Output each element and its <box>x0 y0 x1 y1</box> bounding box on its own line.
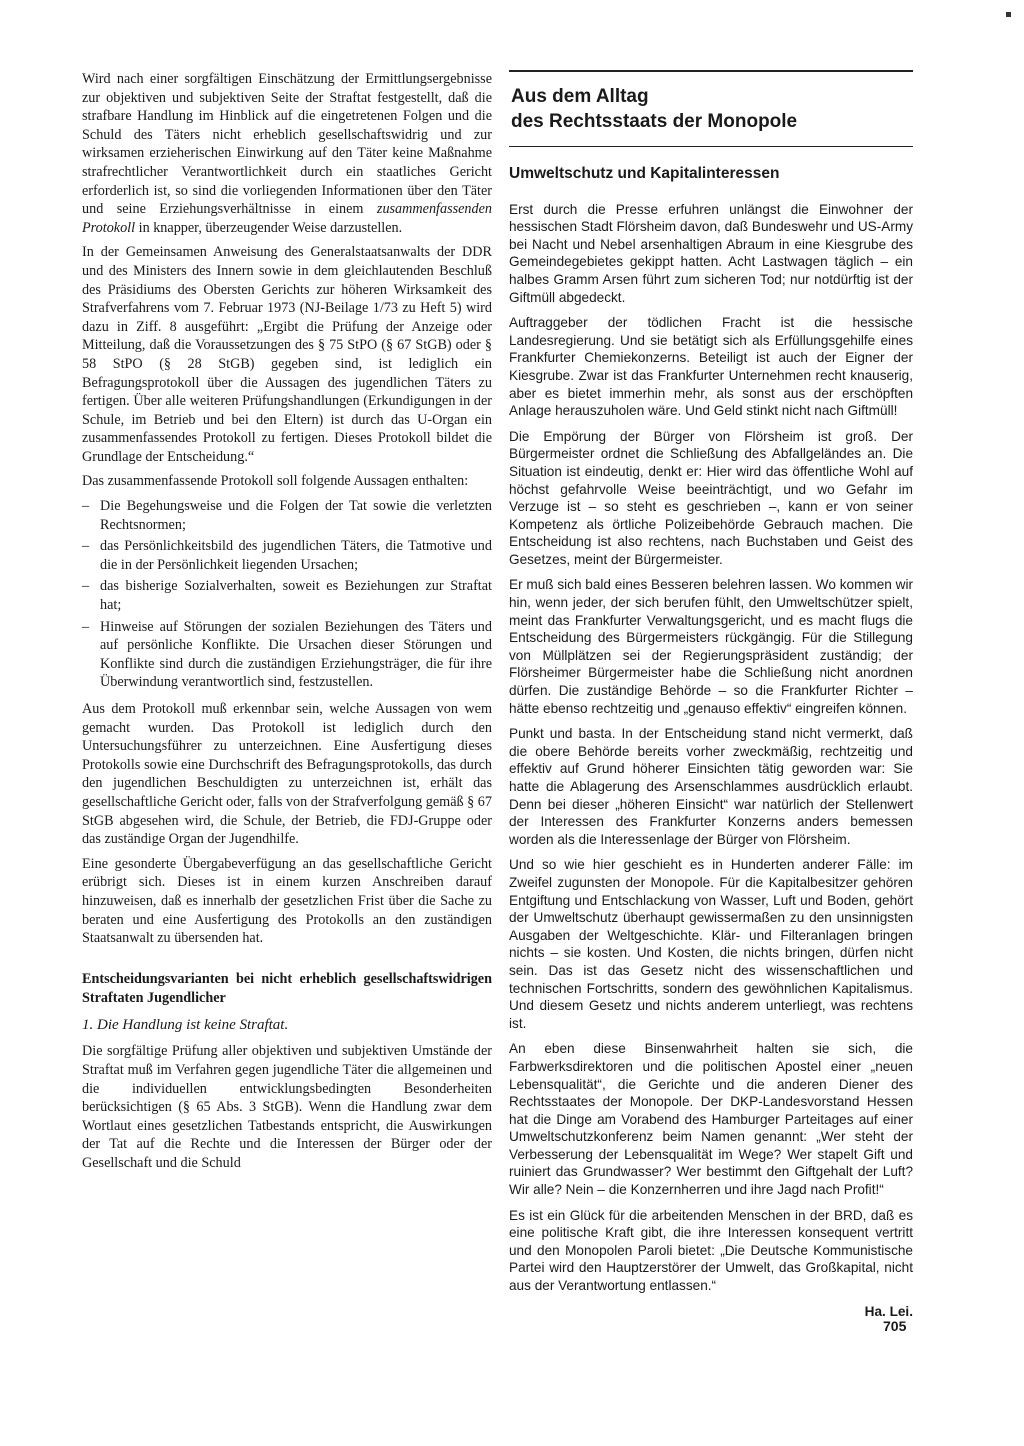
left-column <box>82 70 492 1178</box>
page-number: 705 <box>883 1318 907 1334</box>
section-heading: Entscheidungsvarianten bei nicht erheblich gesellschaftswidrigen Straftaten Jugendlicher <box>82 970 492 1006</box>
box-title-line2: des Rechtsstaats der Monopole <box>511 111 798 132</box>
article-subheading: Umweltschutz und Kapitalinteressen <box>509 165 780 182</box>
paragraph: Die sorgfältige Prüfung aller objektiven und subjektiven Umstände der Straftat muß im Verfahren gegen jugendliche Täter die allgemeinen und die individuellen entwicklungsbedingten Besonderheiten berücksichtigen (§ 65 Abs. 3 StGB). Wenn die Handlung zwar dem Wortlaut eines gesetzlichen Tatbestands entspricht, die Auswirkungen der Tat auf die Rechte und die Interessen der Bürger oder der Gesellschaft und die Schuld <box>82 1043 492 1171</box>
paragraph: Wird nach einer sorgfältigen Einschätzung der Ermittlungsergebnisse zur objektiven und subjektiven Seite der Straftat festgestellt, daß die strafbare Handlung im Hinblick auf die eingetretenen Folgen und die Schuld des Täters nicht erheblich gesellschaftswidrig und zur wirksamen erzieherischen Einwirkung auf den Täter keine Maßnahme strafrechtlicher Verantwortlichkeit durch ein staatliches Gericht erforderlich ist, so sind die vorliegenden Informationen über den Täter und seine Erziehungsverhältnisse in einem zusammenfassenden Protokoll in knapper, überzeugender Weise darzustellen. <box>82 71 492 236</box>
top-rule <box>509 70 913 72</box>
paragraph: Eine gesonderte Übergabeverfügung an das gesellschaftliche Gericht erübrigt sich. Dieses ist in einem kurzen Anschreiben darauf hinzuweisen, daß es innerhalb der gesetzlichen Frist über die Sache zu beraten und eine Ausfertigung des Protokolls an den zuständigen Staatsanwalt zu übersenden hat. <box>82 855 492 947</box>
paragraph: Punkt und basta. In der Entscheidung stand nicht vermerkt, daß die obere Behörde bereits vorher zweckmäßig, rechtzeitig und effektiv auf Grund höherer Einsichten tätig geworden war: Sie hatte die Ablagerung des Arsenschlammes ausdrücklich erlaubt. Denn bei dieser „höheren Einsicht“ war natürlich der Stellenwert der Interessen des Frankfurter Konzerns anders bemessen worden als die Interessenlage der Bürger von Flörsheim. <box>509 726 913 847</box>
paragraph: Aus dem Protokoll muß erkennbar sein, welche Aussagen von wem gemacht wurden. Das Protokoll ist lediglich durch den Untersuchungsführer zu unterzeichnen. Eine Ausfertigung dieses Protokolls sowie eine Durchschrift des Befragungsprotokolls, das durch den jugendlichen Beschuldigten zu unterzeichnen ist, erhält das gesellschaftliche Gericht oder, falls von der Strafverfolgung gemäß § 67 StGB abgesehen wird, die Schule, der Betrieb, die FDJ-Gruppe oder das zuständige Organ der Jugendhilfe. <box>82 701 492 848</box>
author-signature: Ha. Lei. <box>864 1303 913 1319</box>
paragraph: Und so wie hier geschieht es in Hunderten anderer Fälle: im Zweifel zugunsten der Monopole. Für die Kapitalbesitzer gehören Entgiftung und Entschlackung von Wasser, Luft und Boden, gehört der Umweltschutz überhaupt gewissermaßen zu den unsinnigsten Ausgaben der Weltgeschichte. Klär- und Filteranlagen bringen nichts – sie kosten. Und Kosten, die nichts bringen, dürfen nicht sein. Das ist das Gesetz nicht des wissenschaftlichen und technischen Fortschritts, sondern des gewöhnlichen Kapitalismus. Und diesem Gesetz und nichts anderem unterliegt, was rechtens ist. <box>509 857 913 1031</box>
paragraph: Auftraggeber der tödlichen Fracht ist die hessische Landesregierung. Und sie betätigt sich als Erfüllungsgehilfe eines Frankfurter Chemiekonzerns. Beteiligt ist auch der Eigner der Kiesgrube. Zwar ist das Frankfurter Unternehmen recht knauserig, aber es bietet immerhin mehr, als sonst aus der erschöpften Anlage herauszuholen wäre. Und Geld stinkt nicht nach Giftmüll! <box>509 315 913 419</box>
protocol-contents-list <box>82 497 492 692</box>
right-column-box <box>509 70 913 1320</box>
paragraph: Das zusammenfassende Protokoll soll folgende Aussagen enthalten: <box>82 473 469 490</box>
box-title <box>511 84 913 134</box>
paragraph: Erst durch die Presse erfuhren unlängst die Einwohner der hessischen Stadt Flörsheim davon, daß Bundeswehr und US-Army bei Nacht und Nebel arsenhaltigen Abraum in eine Kiesgrube des Gemeindegebietes gekippt hatten. Acht Lastwagen täglich – ein halbes Gramm Arsen führt zum sicheren Tod; nur notdürftig ist der Giftmüll abgedeckt. <box>509 201 913 305</box>
paragraph: In der Gemeinsamen Anweisung des Generalstaatsanwalts der DDR und des Ministers des Innern sowie in dem gleichlautenden Beschluß des Präsidiums des Obersten Gerichts zur höheren Wirksamkeit des Strafverfahrens vom 7. Februar 1973 (NJ-Beilage 1/73 zu Heft 5) wird dazu in Ziff. 8 ausgeführt: „Ergibt die Prüfung der Anzeige oder Mitteilung, daß die Voraussetzungen des § 75 StPO (§ 67 StGB) oder § 58 StPO (§ 28 StGB) gegeben sind, ist lediglich ein Befragungsprotokoll über die Aussagen des jugendlichen Täters zu fertigen. Über alle weiteren Prüfungshandlungen (Erkundigungen in der Schule, im Betrieb und bei den Eltern) ist durch das U-Organ ein zusammenfassendes Protokoll zu fertigen. Dieses Protokoll bildet die Grundlage der Entscheidung.“ <box>82 244 492 465</box>
scan-mark <box>1006 12 1011 17</box>
paragraph: Es ist ein Glück für die arbeitenden Menschen in der BRD, daß es eine politische Kraft gibt, die ihre Interessen konsequent vertritt und den Monopolen Paroli bietet: „Die Deutsche Kommunistische Partei wird den Hauptzerstörer der Umwelt, das Großkapital, nicht aus der Verantwortung entlassen.“ <box>509 1207 913 1294</box>
box-title-line1: Aus dem Alltag <box>511 86 649 107</box>
paragraph: Die Empörung der Bürger von Flörsheim ist groß. Der Bürgermeister ordnet die Schließung des Abfallgeländes an. Die Situation ist eindeutig, denkt er: Hier wird das öffentliche Wohl auf höchst gefahrvolle Weise beeinträchtigt, und wo Gefahr im Verzuge ist – so steht es geschrieben –, kann er von seiner Kompetenz als örtliche Polizeibehörde Gebrauch machen. Die Entscheidung ist also rechtens, nach Buchstaben und Geist des Gesetzes, meint der Bürgermeister. <box>509 428 913 567</box>
subsection-heading: 1. Die Handlung ist keine Straftat. <box>82 1016 289 1033</box>
list-item: – Hinweise auf Störungen der sozialen Beziehungen des Täters und auf persönliche Konflikte. Die Ursachen dieser Störungen und Konflikte sind durch die zuständigen Erziehungsträger, die für ihre Überwindung verantwortlich sind, festzustellen. <box>82 618 492 692</box>
list-item: – das Persönlichkeitsbild des jugendlichen Täters, die Tatmotive und die in der Persönlichkeit liegenden Ursachen; <box>82 537 492 574</box>
paragraph: An eben diese Binsenwahrheit halten sie sich, die Farbwerksdirektoren und die politischen Apostel einer „neuen Lebensqualität“, die Gerichte und die anderen Diener des Rechtsstaates der Monopole. Der DKP-Landesvorstand Hessen hat die Dinge am Vorabend des Hamburger Parteitages auf einer Umweltschutzkonferenz beim Namen genannt: „Wer steht der Verbesserung der Lebensqualität im Wege? Wer stapelt Gift und ruiniert das Grundwasser? Wer bestimmt den Giftgehalt der Luft? Wir alle? Nein – die Konzernherren und ihre Jagd nach Profit!“ <box>509 1041 913 1198</box>
list-item: – das bisherige Sozialverhalten, soweit es Beziehungen zur Straftat hat; <box>82 577 492 614</box>
list-item: – Die Begehungsweise und die Folgen der Tat sowie die verletzten Rechtsnormen; <box>82 497 492 534</box>
paragraph: Er muß sich bald eines Besseren belehren lassen. Wo kommen wir hin, wenn jeder, der sich berufen fühlt, den Umweltschützer spielt, meint das Frankfurter Verwaltungsgericht, und es macht flugs die Entscheidung des Bürgermeisters rückgängig. Für die Stillegung von Müllplätzen sei der Regierungspräsident zuständig; der Flörsheimer Bürgermeister habe die Schließung nicht anordnen dürfen. Die zuständige Behörde – so die Frankfurter Richter – hätte ebenso rechtzeitig und „genauso effektiv“ eingreifen können. <box>509 577 913 716</box>
title-rule <box>509 146 913 147</box>
